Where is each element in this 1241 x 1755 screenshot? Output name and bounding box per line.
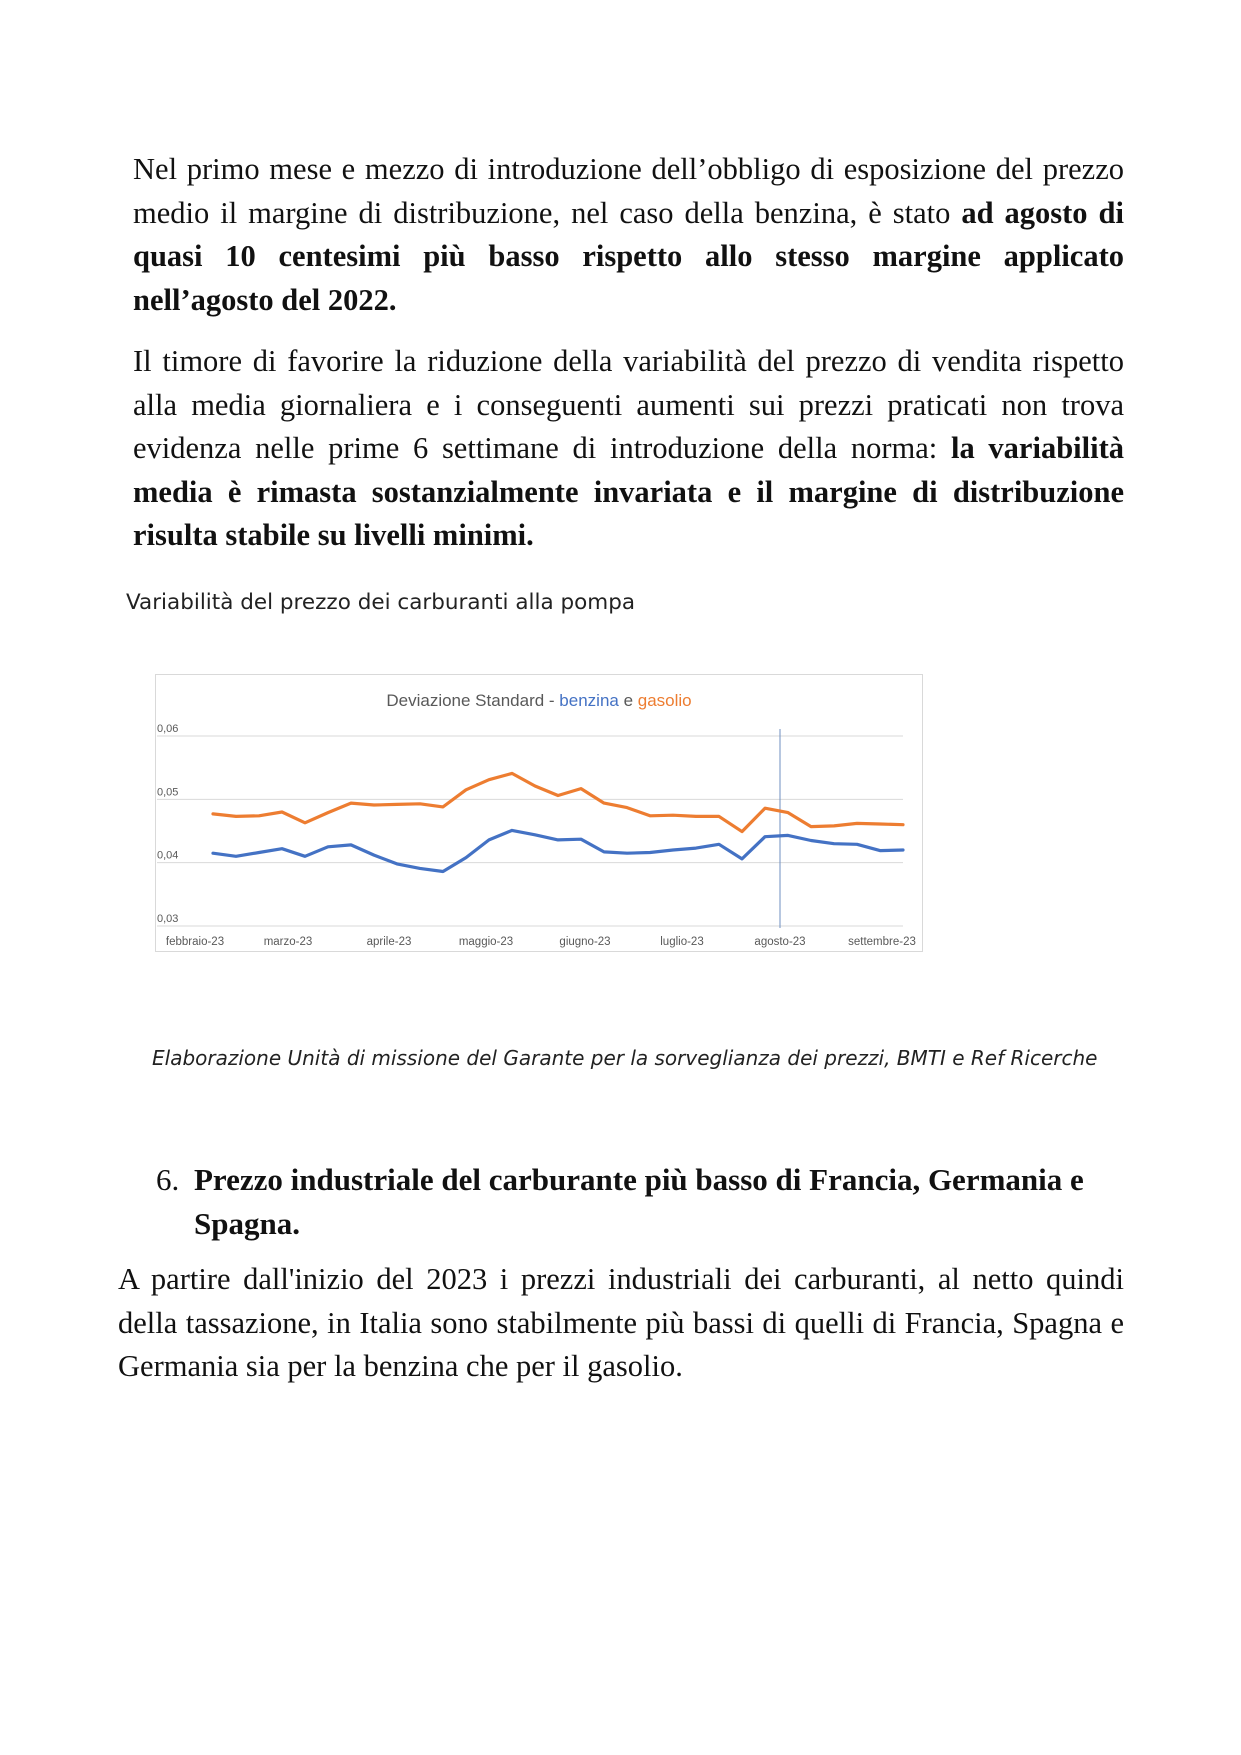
figure-caption: Variabilità del prezzo dei carburanti alla pompa bbox=[126, 590, 636, 615]
section-number: 6. bbox=[156, 1162, 180, 1197]
y-tick-label: 0,06 bbox=[157, 723, 179, 735]
paragraph-margin-bold: ad agosto di quasi 10 centesimi più basso rispetto allo stesso margine applicato nell’agosto del 2022. bbox=[133, 195, 1124, 317]
source-note: Elaborazione Unità di missione del Garante per la sorveglianza dei prezzi, BMTI e Ref Ricerche bbox=[152, 1046, 1098, 1070]
x-tick-label: giugno-23 bbox=[559, 936, 611, 948]
y-tick-label: 0,04 bbox=[157, 849, 179, 862]
x-tick-label: maggio-23 bbox=[458, 936, 514, 948]
chart-title-benzina: benzina bbox=[559, 691, 619, 710]
x-tick-label: aprile-23 bbox=[366, 936, 412, 948]
x-tick-label: agosto-23 bbox=[754, 936, 806, 948]
chart-title-part-3: e bbox=[618, 691, 638, 710]
paragraph-margin-text: Nel primo mese e mezzo di introduzione dell’obbligo di esposizione del prezzo medio il margine di distribuzione, nel caso della benzina, è stato bbox=[133, 152, 1124, 230]
y-tick-label: 0,03 bbox=[157, 913, 179, 925]
chart-title-gasolio: gasolio bbox=[637, 691, 692, 710]
std-deviation-chart bbox=[155, 674, 923, 952]
paragraph-industrial-prices: A partire dall'inizio del 2023 i prezzi industriali dei carburanti, al netto quindi della tassazione, in Italia sono stabilmente più bassi di quelli di Francia, Spagna e Germania sia per la benzina che per il gasolio. bbox=[118, 1262, 1124, 1383]
x-tick-label: marzo-23 bbox=[263, 936, 313, 948]
chart-title bbox=[386, 691, 691, 710]
x-tick-label: febbraio-23 bbox=[165, 936, 225, 948]
section-heading bbox=[156, 1158, 1124, 1246]
section-title: Prezzo industriale del carburante più basso di Francia, Germania e Spagna. bbox=[194, 1162, 1084, 1241]
paragraph-variability-text: Il timore di favorire la riduzione della variabilità del prezzo di vendita rispetto alla media giornaliera e i conseguenti aumenti sui prezzi praticati non trova evidenza nelle prime 6 settimane di introduzione della norma: bbox=[133, 344, 1124, 465]
paragraph-margin bbox=[133, 148, 1124, 322]
paragraph-variability-bold: la variabilità media è rimasta sostanzialmente invariata e il margine di distribuzione risulta stabile su livelli minimi. bbox=[133, 431, 1124, 552]
y-tick-label: 0,05 bbox=[157, 786, 179, 799]
x-tick-label: luglio-23 bbox=[660, 936, 704, 948]
x-tick-label: settembre-23 bbox=[848, 936, 916, 948]
paragraph-variability bbox=[133, 340, 1124, 558]
chart-title-part-1: Deviazione Standard - bbox=[386, 691, 560, 710]
